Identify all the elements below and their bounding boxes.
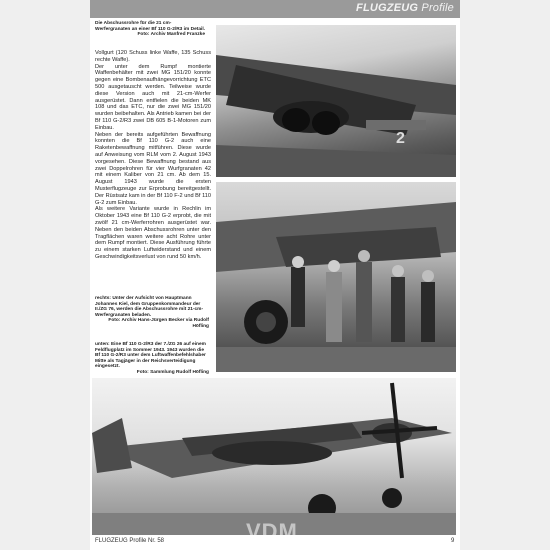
crew-scene-illustration [216,182,456,372]
caption-top-credit: Foto: Archiv Manfred Franzke [137,32,205,38]
caption-bottom-credit: Foto: Sammlung Rudolf Höfling [136,369,209,375]
aircraft-wing-illustration [216,25,456,177]
brand-bold: FLUGZEUG [356,2,419,14]
paragraph: Als weitere Variante wurde in Rechlin im Oktober 1943 eine Bf 110 G-2 erprobt, die mit zwölf 21 cm-Werferrohren ausgerüstet war. Neben den beiden Abschussrohren unter den Tragflächen waren weitere acht Rohre unter dem Rumpf montiert. Diese Ausführung führte zu einem starken Luftwiderstand und einem Geschwindigkeitsverlust von rund 50 km/h. [95,206,211,260]
left-margin [0,0,90,550]
page-number: 9 [451,538,455,544]
brand-title [356,2,454,14]
brand-light: Profile [418,2,454,14]
photo-crew-loading [216,182,456,372]
paragraph: Der unter dem Rumpf montierte Waffenbehälter mit zwei MG 151/20 konnte gegen eine Bombenaufhängevorrichtung ETC 500 ausgetauscht werden. Teilweise wurde diese Version auch mit 21-cm-Werfer ausgerüstet. Dann entfielen die beiden MK 108 und das ETC, nur die zwei MG 151/20 wurden beibehalten. Als Antrieb kamen bei der Bf 110 G-2/R3 zwei DB 605 B-1-Motoren zum Einbau. [95,63,211,131]
svg-text:2: 2 [396,130,405,147]
caption-top-text: Die Abschussrohre für die 21 cm-Werfergranaten an einer Bf 110 G-2/R3 im Detail. [95,21,206,32]
caption-top [95,21,205,38]
photo-rocket-tubes [216,25,456,177]
watermark: VDM [246,519,298,544]
caption-middle-credit: Foto: Archiv Hans-Jürgen Becker via Rudolf Höfling [108,318,209,329]
photo-airfield-aircraft [92,378,456,535]
caption-bottom-text: unten: Eine Bf 110 G-2/R3 der 7./ZG 26 auf einem Feldflugplatz im Sommer 1943. 1943 wurden die Bf 110 G-2/R3 unter dem Luftwaffenbefehlshaber Mitte als Tagjäger in der Reichsverteidigung eingesetzt. [95,342,206,370]
aircraft-airfield-illustration [92,378,456,535]
caption-middle [95,296,209,330]
article-body [95,50,211,261]
paragraph: Neben der bereits aufgeführten Bewaffnung konnten die Bf 110 G-2 auch eine Raketenbewaffnung mitführen. Diese wurde auf Anweisung vom RLM vom 2. August 1943 vorgesehen. Diese Bewaffnung bestand aus zwei Doppelrohren für vier Wurfgranaten 42 mit einem Kaliber von 21 cm. Ab dem 15. August 1943 wurde die ersten Musterflugzeuge zur Erprobung bereitgestellt. Der Rüstsatz kam in der Bf 110 F-2 und Bf 110 G-2 zum Einbau. [95,131,211,206]
paragraph: Vollgurt (120 Schuss linke Waffe, 135 Schuss rechte Waffe). [95,50,211,63]
caption-bottom [95,342,209,376]
footer-publication: FLUGZEUG Profile Nr. 58 [95,538,165,544]
caption-middle-text: rechts: Unter der Aufsicht von Hauptmann Johannes Kiel, dem Gruppenkommandeur der II./ZG 76, werden die Abschussrohre mit 21-cm-Werfergranaten beladen. [95,296,204,318]
right-margin [460,0,550,550]
